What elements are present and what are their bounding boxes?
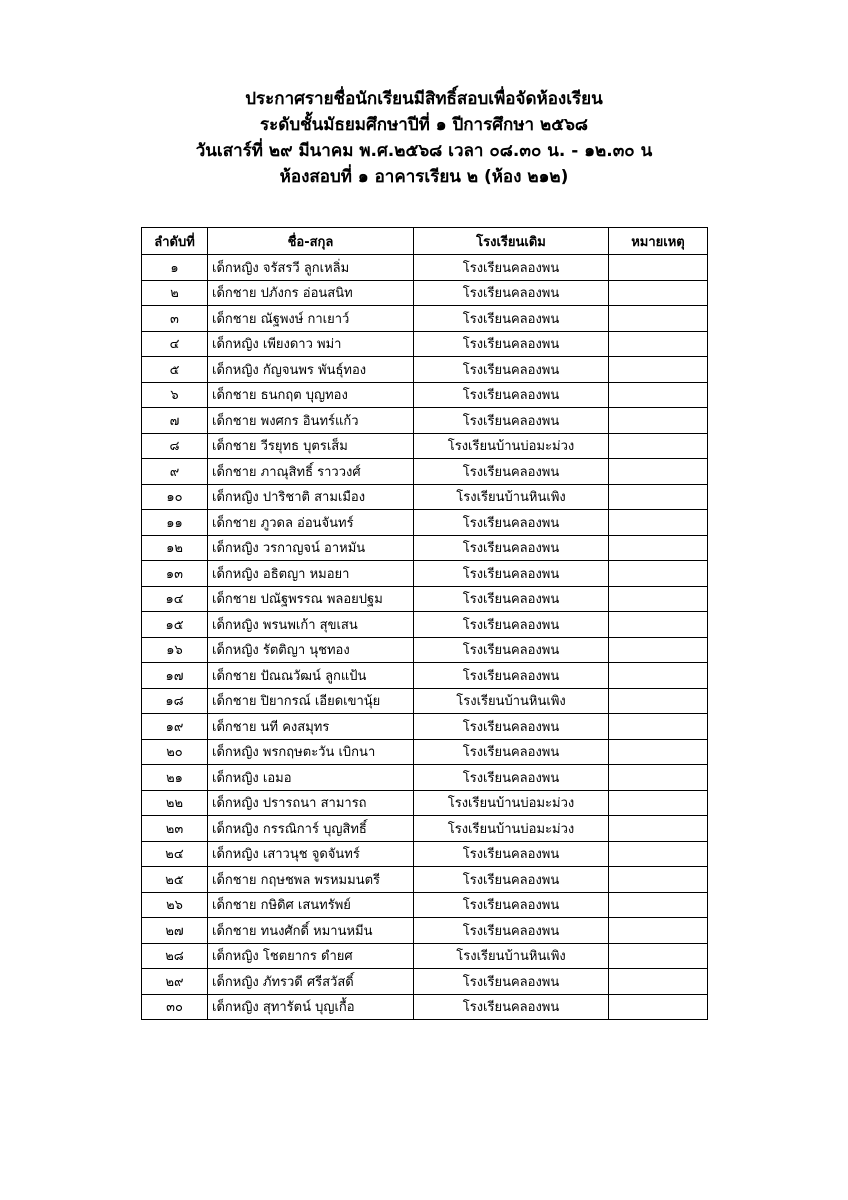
row-number: ๖	[142, 382, 208, 408]
table-row	[142, 408, 708, 434]
table-row	[142, 306, 708, 332]
previous-school: โรงเรียนคลองพน	[414, 561, 609, 587]
student-name: เด็กหญิง โชตยากร ดำยศ	[208, 943, 414, 969]
student-name: เด็กหญิง กรรณิการ์ บุญสิทธิ์	[208, 816, 414, 842]
previous-school: โรงเรียนบ้านบ่อมะม่วง	[414, 816, 609, 842]
student-name: เด็กหญิง วรกาญจน์ อาหมัน	[208, 535, 414, 561]
table-row	[142, 357, 708, 383]
student-name: เด็กหญิง เสาวนุช จูดจันทร์	[208, 841, 414, 867]
previous-school: โรงเรียนคลองพน	[414, 765, 609, 791]
remark	[609, 867, 708, 893]
previous-school: โรงเรียนคลองพน	[414, 892, 609, 918]
student-name: เด็กหญิง พรกฤษตะวัน เบิกนา	[208, 739, 414, 765]
row-number: ๑	[142, 255, 208, 281]
table-row	[142, 663, 708, 689]
previous-school: โรงเรียนคลองพน	[414, 382, 609, 408]
row-number: ๑๘	[142, 688, 208, 714]
previous-school: โรงเรียนคลองพน	[414, 535, 609, 561]
row-number: ๓๐	[142, 994, 208, 1020]
student-name: เด็กชาย ทนงศักดิ์ หมานหมีน	[208, 918, 414, 944]
row-number: ๑๓	[142, 561, 208, 587]
student-name: เด็กหญิง ปรารถนา สามารถ	[208, 790, 414, 816]
table-row	[142, 433, 708, 459]
previous-school: โรงเรียนคลองพน	[414, 637, 609, 663]
table-header-row	[142, 228, 708, 255]
remark	[609, 255, 708, 281]
table-row	[142, 459, 708, 485]
remark	[609, 586, 708, 612]
remark	[609, 918, 708, 944]
row-number: ๕	[142, 357, 208, 383]
table-row	[142, 765, 708, 791]
title-line-4: ห้องสอบที่ ๑ อาคารเรียน ๒ (ห้อง ๒๑๒)	[279, 167, 569, 187]
table-row	[142, 561, 708, 587]
previous-school: โรงเรียนบ้านบ่อมะม่วง	[414, 433, 609, 459]
row-number: ๒๙	[142, 969, 208, 995]
row-number: ๑๖	[142, 637, 208, 663]
title-line-3: วันเสาร์ที่ ๒๙ มีนาคม พ.ศ.๒๕๖๘ เวลา ๐๘.๓๐ น. - ๑๒.๓๐ น	[195, 141, 653, 161]
student-name: เด็กชาย ภูวดล อ่อนจันทร์	[208, 510, 414, 536]
row-number: ๘	[142, 433, 208, 459]
remark	[609, 535, 708, 561]
previous-school: โรงเรียนคลองพน	[414, 739, 609, 765]
previous-school: โรงเรียนคลองพน	[414, 408, 609, 434]
previous-school: โรงเรียนบ้านหินเพิง	[414, 943, 609, 969]
previous-school: โรงเรียนคลองพน	[414, 586, 609, 612]
student-name: เด็กชาย ปัณณวัฒน์ ลูกแป้น	[208, 663, 414, 689]
student-name: เด็กชาย พงศกร อินทร์แก้ว	[208, 408, 414, 434]
previous-school: โรงเรียนคลองพน	[414, 918, 609, 944]
table-row	[142, 510, 708, 536]
table-row	[142, 586, 708, 612]
row-number: ๙	[142, 459, 208, 485]
remark	[609, 663, 708, 689]
student-name: เด็กหญิง รัตติญา นุชทอง	[208, 637, 414, 663]
previous-school: โรงเรียนคลองพน	[414, 331, 609, 357]
student-name: เด็กหญิง จรัสรวี ลูกเหลิ่ม	[208, 255, 414, 281]
table-row	[142, 714, 708, 740]
remark	[609, 790, 708, 816]
student-name: เด็กหญิง พรนพเก้า สุขเสน	[208, 612, 414, 638]
remark	[609, 714, 708, 740]
previous-school: โรงเรียนบ้านหินเพิง	[414, 484, 609, 510]
previous-school: โรงเรียนคลองพน	[414, 612, 609, 638]
row-number: ๒๖	[142, 892, 208, 918]
column-header-note: หมายเหตุ	[609, 228, 708, 255]
table-row	[142, 918, 708, 944]
previous-school: โรงเรียนคลองพน	[414, 841, 609, 867]
student-name: เด็กหญิง สุทารัตน์ บุญเกื้อ	[208, 994, 414, 1020]
table-row	[142, 382, 708, 408]
row-number: ๑๙	[142, 714, 208, 740]
row-number: ๑๗	[142, 663, 208, 689]
table-row	[142, 739, 708, 765]
table-row	[142, 816, 708, 842]
row-number: ๒๕	[142, 867, 208, 893]
previous-school: โรงเรียนคลองพน	[414, 510, 609, 536]
student-name: เด็กชาย ปภังกร อ่อนสนิท	[208, 280, 414, 306]
table-row	[142, 790, 708, 816]
table-row	[142, 969, 708, 995]
student-name: เด็กชาย กษิดิศ เสนทรัพย์	[208, 892, 414, 918]
row-number: ๔	[142, 331, 208, 357]
student-name: เด็กชาย กฤษชพล พรหมมนตรี	[208, 867, 414, 893]
row-number: ๑๒	[142, 535, 208, 561]
table-row	[142, 841, 708, 867]
previous-school: โรงเรียนบ้านหินเพิง	[414, 688, 609, 714]
student-name: เด็กหญิง กัญจนพร พันธุ์ทอง	[208, 357, 414, 383]
row-number: ๑๔	[142, 586, 208, 612]
table-row	[142, 484, 708, 510]
row-number: ๒๐	[142, 739, 208, 765]
title-line-1: ประกาศรายชื่อนักเรียนมีสิทธิ์สอบเพื่อจัดห้องเรียน	[245, 89, 603, 109]
previous-school: โรงเรียนคลองพน	[414, 994, 609, 1020]
remark	[609, 688, 708, 714]
student-name: เด็กชาย นที คงสมุทร	[208, 714, 414, 740]
student-name: เด็กชาย วีรยุทธ บุตรเส็ม	[208, 433, 414, 459]
remark	[609, 841, 708, 867]
student-roster-table	[141, 227, 708, 1020]
previous-school: โรงเรียนคลองพน	[414, 867, 609, 893]
remark	[609, 459, 708, 485]
table-row	[142, 892, 708, 918]
remark	[609, 510, 708, 536]
row-number: ๑๕	[142, 612, 208, 638]
previous-school: โรงเรียนคลองพน	[414, 357, 609, 383]
student-name: เด็กชาย ภาณุสิทธิ์ ราววงศ์	[208, 459, 414, 485]
previous-school: โรงเรียนคลองพน	[414, 255, 609, 281]
remark	[609, 816, 708, 842]
previous-school: โรงเรียนคลองพน	[414, 459, 609, 485]
remark	[609, 331, 708, 357]
remark	[609, 382, 708, 408]
row-number: ๒๑	[142, 765, 208, 791]
title-line-2: ระดับชั้นมัธยมศึกษาปีที่ ๑ ปีการศึกษา ๒๕๖๘	[260, 115, 588, 135]
previous-school: โรงเรียนคลองพน	[414, 663, 609, 689]
row-number: ๒	[142, 280, 208, 306]
row-number: ๑๐	[142, 484, 208, 510]
student-name: เด็กชาย ปิยากรณ์ เอียดเขานุ้ย	[208, 688, 414, 714]
row-number: ๓	[142, 306, 208, 332]
remark	[609, 637, 708, 663]
column-header-number: ลำดับที่	[142, 228, 208, 255]
table-row	[142, 688, 708, 714]
remark	[609, 357, 708, 383]
student-name: เด็กหญิง เพียงดาว พม่า	[208, 331, 414, 357]
previous-school: โรงเรียนคลองพน	[414, 714, 609, 740]
table-row	[142, 994, 708, 1020]
row-number: ๒๗	[142, 918, 208, 944]
student-name: เด็กชาย ปณัฐพรรณ พลอยปฐม	[208, 586, 414, 612]
table-row	[142, 331, 708, 357]
row-number: ๗	[142, 408, 208, 434]
table-row	[142, 255, 708, 281]
row-number: ๑๑	[142, 510, 208, 536]
previous-school: โรงเรียนคลองพน	[414, 280, 609, 306]
row-number: ๒๔	[142, 841, 208, 867]
table-row	[142, 280, 708, 306]
student-name: เด็กหญิง ปาริชาติ สามเมือง	[208, 484, 414, 510]
remark	[609, 561, 708, 587]
remark	[609, 306, 708, 332]
document-header	[0, 86, 848, 190]
table-body	[142, 255, 708, 1020]
column-header-school: โรงเรียนเดิม	[414, 228, 609, 255]
remark	[609, 969, 708, 995]
remark	[609, 408, 708, 434]
row-number: ๒๒	[142, 790, 208, 816]
table-row	[142, 637, 708, 663]
student-name: เด็กหญิง เอมอ	[208, 765, 414, 791]
row-number: ๒๓	[142, 816, 208, 842]
previous-school: โรงเรียนบ้านบ่อมะม่วง	[414, 790, 609, 816]
student-name: เด็กชาย ธนกฤต บุญทอง	[208, 382, 414, 408]
table-row	[142, 867, 708, 893]
table-row	[142, 535, 708, 561]
previous-school: โรงเรียนคลองพน	[414, 969, 609, 995]
student-name: เด็กหญิง ภัทรวดี ศรีสวัสดิ์	[208, 969, 414, 995]
remark	[609, 612, 708, 638]
previous-school: โรงเรียนคลองพน	[414, 306, 609, 332]
remark	[609, 943, 708, 969]
remark	[609, 433, 708, 459]
table-row	[142, 612, 708, 638]
row-number: ๒๘	[142, 943, 208, 969]
student-name: เด็กหญิง อธิตญา หมอยา	[208, 561, 414, 587]
remark	[609, 765, 708, 791]
remark	[609, 994, 708, 1020]
remark	[609, 739, 708, 765]
table-row	[142, 943, 708, 969]
student-name: เด็กชาย ณัฐพงษ์ กาเยาว์	[208, 306, 414, 332]
remark	[609, 892, 708, 918]
column-header-name: ชื่อ-สกุล	[208, 228, 414, 255]
remark	[609, 280, 708, 306]
remark	[609, 484, 708, 510]
